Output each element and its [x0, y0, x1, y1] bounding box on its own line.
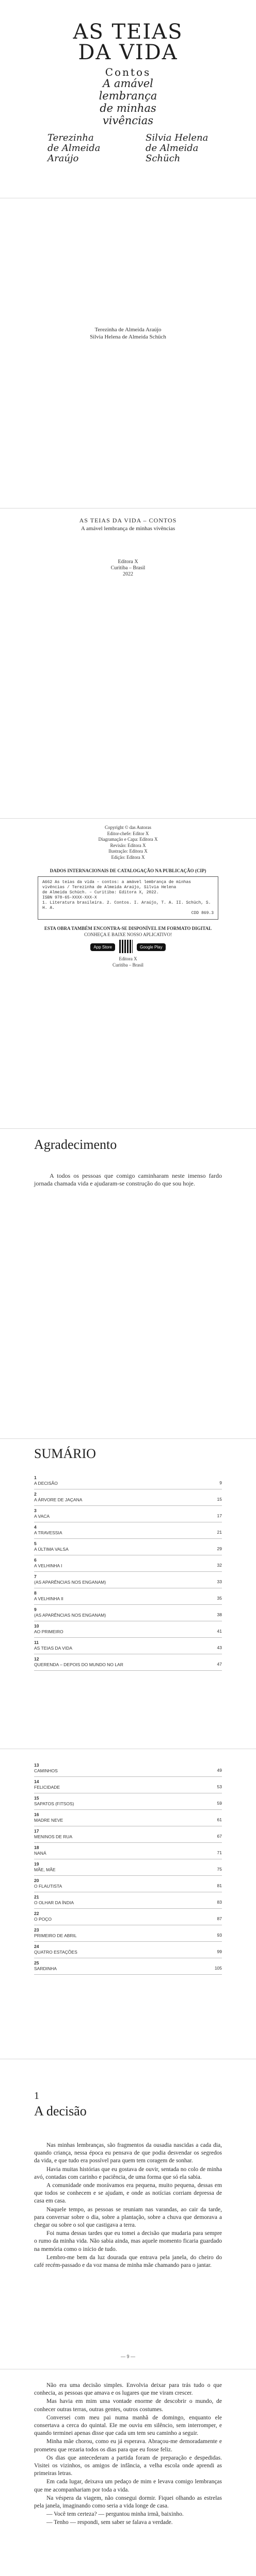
summary-item-number: 11	[34, 1640, 39, 1645]
catalog-line: 1. Literatura brasileira. 2. Contos. I. Araújo, T. A. II. Schüch, S. H. A.	[42, 900, 211, 910]
summary-divider	[34, 1505, 222, 1506]
chapter-paragraph: Lembro-me bem da luz dourada que entrava pela janela, do cheiro do café recém-passado e da voz mansa de minha mãe chamando para o jantar.	[34, 2254, 222, 2269]
cover-subtitle-line: lembrança	[99, 90, 157, 102]
summary-item[interactable]	[34, 1911, 222, 1924]
summary-item-page: 35	[217, 1596, 222, 1601]
summary-item-page: 29	[217, 1546, 222, 1551]
summary-item-page: 71	[217, 1850, 222, 1855]
summary-item[interactable]	[34, 1927, 222, 1941]
store-subtext: CONHEÇA E BAIXE NOSSO APLICATIVO!	[84, 931, 172, 937]
summary-item[interactable]	[34, 1944, 222, 1957]
ack-text: A todos os pessoas que comigo caminharam neste imenso fardo jornada chamada vida e ajudaram-se construção do que sou hoje.	[34, 1172, 222, 1187]
summary-item-title	[34, 1960, 57, 1971]
summary-item-label: O POÇO	[34, 1917, 52, 1922]
cover-subtitle-line: vivências	[102, 114, 154, 127]
summary-item-number: 13	[34, 1762, 39, 1768]
summary-divider	[34, 1974, 222, 1975]
cover-title-line2: DA VIDA	[78, 41, 178, 64]
qr-code-icon	[119, 940, 133, 953]
catalog-line: A662 As teias da vida – contos: a amável lembrança de minhas	[42, 879, 191, 885]
summary-item-label: O OLHAR DA ÍNDIA	[34, 1900, 74, 1905]
summary-item-page: 41	[217, 1629, 222, 1634]
summary-item-number: 21	[34, 1894, 39, 1900]
summary-item-number: 10	[34, 1623, 39, 1629]
summary-item-page: 61	[217, 1817, 222, 1822]
title-page	[0, 509, 256, 818]
credit-line: Editor-chefe: Editor X	[107, 831, 149, 836]
chapter-paragraph: Os dias que antecederam a partida foram de preparação e despedidas. Visitei os vizinhos, os amigos de infância, a velha escola onde aprendi as primeiras letras.	[34, 2454, 222, 2477]
chapter-title: A decisão	[34, 2104, 87, 2119]
credits-list	[0, 825, 256, 860]
summary-divider	[34, 1637, 222, 1638]
page-number-value: 9	[126, 2354, 130, 2359]
chapter-paragraph: Na véspera da viagem, não consegui dormir. Fiquei olhando as estrelas pela janela, imaginando como seria a vida longe de casa.	[34, 2495, 222, 2510]
summary-divider	[34, 1776, 222, 1777]
summary-item[interactable]	[34, 1828, 222, 1842]
summary-item[interactable]	[34, 1762, 222, 1776]
summary-item-title	[34, 1927, 77, 1938]
summary-item-number: 25	[34, 1960, 39, 1965]
author-name: Silvia Helena de Almeida Schüch	[90, 334, 166, 340]
cover-author-line: de Almeida	[146, 143, 199, 154]
summary-item[interactable]	[34, 1541, 222, 1554]
half-title-authors	[0, 326, 256, 341]
cover-title-line3: Contos	[105, 66, 151, 78]
summary-item-title	[34, 1475, 58, 1486]
summary-item-number: 8	[34, 1590, 37, 1596]
summary-item[interactable]	[34, 1524, 222, 1538]
cover-author-line: Silvia Helena	[146, 132, 209, 143]
cover-title-line1: AS TEIAS	[73, 20, 183, 44]
summary-item-page: 17	[217, 1513, 222, 1518]
summary-item-label: A VELHINHA I	[34, 1563, 62, 1568]
summary-item-label: A VELHINHA II	[34, 1596, 63, 1601]
summary-item-page: 43	[217, 1645, 222, 1650]
summary-item[interactable]	[34, 1475, 222, 1488]
summary-item-title	[34, 1894, 74, 1905]
chapter-paragraph: Não era uma decisão simples. Envolvia deixar para trás tudo o que conhecia, as pessoas que amava e os lugares que me viram crescer.	[34, 2382, 222, 2397]
chapter-page-1	[0, 2059, 256, 2368]
summary-item[interactable]	[34, 1656, 222, 1670]
summary-divider	[34, 1604, 222, 1605]
summary-item-page: 81	[217, 1883, 222, 1888]
summary-item-number: 3	[34, 1508, 37, 1513]
summary-item[interactable]	[34, 1557, 222, 1571]
credit-line: Edição: Editora X	[111, 854, 145, 860]
chapter-paragraph: Mas havia em mim uma vontade enorme de descobrir o mundo, de conhecer outras terras, outras gentes, outros costumes.	[34, 2398, 222, 2413]
cover-logo	[0, 22, 256, 78]
chapter-paragraph: Conversei com meu pai numa manhã de domingo, enquanto ele consertava a cerca do quintal. Ele me ouviu em silêncio, sem interromper, e quando terminei apenas disse que cada um tem seu caminho a seguir.	[34, 2414, 222, 2437]
summary-item-label: QUATRO ESTAÇÕES	[34, 1950, 77, 1955]
summary-item[interactable]	[34, 1492, 222, 1505]
summary-item-label: A DECISÃO	[34, 1481, 58, 1486]
summary-item-page: 59	[217, 1801, 222, 1806]
summary-item-number: 18	[34, 1845, 39, 1850]
credits-footer	[0, 956, 256, 968]
summary-item-title	[34, 1779, 60, 1790]
store-text: ESTA OBRA TAMBÉM ENCONTRA-SE DISPONÍVEL EM FORMATO DIGITAL	[44, 926, 212, 931]
summary-item-label: MADRE NEVE	[34, 1818, 63, 1823]
cover-subtitle-line: A amável	[103, 77, 153, 90]
summary-item[interactable]	[34, 1508, 222, 1521]
cover-author-line: Araújo	[47, 153, 79, 164]
summary-item-page: 93	[217, 1933, 222, 1938]
summary-item-title	[34, 1640, 72, 1651]
summary-item-number: 4	[34, 1524, 37, 1530]
catalog-card	[38, 876, 218, 920]
ack-body	[34, 1172, 222, 1188]
chapter-paragraph: A comunidade onde morávamos era pequena, muito pequena, dessas em que todos se conhecem e se ajudam, e onde as notícias corriam depressa de casa em casa.	[34, 2182, 222, 2205]
summary-item-title	[34, 1524, 62, 1535]
summary-item-label: NANÁ	[34, 1851, 46, 1856]
footer-line: Curitiba – Brasil	[113, 962, 143, 968]
summary-item-number: 22	[34, 1911, 39, 1916]
summary-item[interactable]	[34, 1574, 222, 1587]
credit-line: Revisão: Editora X	[110, 842, 146, 848]
summary-item-label: QUERENDA – DEPOIS DO MUNDO NO LAR	[34, 1662, 123, 1667]
catalog-title: DADOS INTERNACIONAIS DE CATALOGAÇÃO NA PUBLICAÇÃO (CIP)	[50, 868, 206, 873]
credit-line: Copyright © das Autoras	[104, 825, 152, 830]
summary-item-label: CAMINHOS	[34, 1768, 58, 1773]
summary-item-title	[34, 1911, 52, 1922]
summary-item[interactable]	[34, 1779, 222, 1792]
chapter-paragraph: Em cada lugar, deixava um pedaço de mim e levava comigo lembranças que me acompanhariam por toda a vida.	[34, 2479, 222, 2493]
summary-item-label: AS TEIAS DA VIDA	[34, 1646, 73, 1651]
summary-item[interactable]	[34, 1878, 222, 1891]
summary-item-title	[34, 1508, 50, 1519]
summary-item-label: FELICIDADE	[34, 1785, 60, 1790]
chapter-number: 1	[34, 2090, 39, 2102]
summary-item-title	[34, 1492, 82, 1502]
book-subtitle: A amável lembrança de minhas vivências	[81, 526, 175, 532]
chapter-text	[34, 2142, 222, 2270]
catalog-line: ISBN 978-65-XXXX-XXX-X	[42, 895, 97, 900]
catalog-line: de Almeida Schüch. – Curitiba: Editora X, 2022.	[42, 890, 159, 895]
catalog-block	[0, 868, 256, 920]
summary-item[interactable]	[34, 1623, 222, 1637]
summary-item-label: A ÚLTIMA VALSA	[34, 1547, 69, 1552]
summary-item-page: 53	[217, 1784, 222, 1789]
summary-item-page: 9	[219, 1480, 222, 1485]
cover-subtitle	[0, 77, 256, 127]
summary-item-number: 19	[34, 1861, 39, 1867]
summary-item-page: 67	[217, 1834, 222, 1839]
title-block	[0, 517, 256, 532]
summary-item-number: 1	[34, 1475, 37, 1480]
summary-item-label: A TRAVESSIA	[34, 1530, 62, 1535]
summary-item-title	[34, 1812, 63, 1823]
catalog-line: CDD 869.3	[191, 910, 214, 916]
catalog-line: vivências / Terezinha de Almeida Araújo, Silvia Helena	[42, 885, 177, 890]
summary-divider	[34, 1571, 222, 1572]
summary-item-label: A ÁRVORE DE JAÇANA	[34, 1497, 83, 1502]
summary-item-title	[34, 1878, 62, 1889]
summary-title: SUMÁRIO	[34, 1446, 96, 1461]
summary-item[interactable]	[34, 1795, 222, 1809]
summary-item[interactable]	[34, 1607, 222, 1620]
summary-item[interactable]	[34, 1861, 222, 1875]
summary-item-label: AO PRIMEIRO	[34, 1629, 63, 1634]
summary-item-page: 49	[217, 1768, 222, 1773]
credit-line: Ilustração: Editora X	[108, 849, 148, 854]
summary-item-page: 21	[217, 1530, 222, 1535]
summary-item-page: 38	[217, 1612, 222, 1617]
page-number: — 9 —	[120, 2354, 136, 2359]
summary-item-title	[34, 1623, 63, 1634]
summary-item-title	[34, 1762, 58, 1773]
summary-divider	[34, 1670, 222, 1671]
chapter-paragraph: Minha mãe chorou, como eu já esperava. Abraçou-me demoradamente e prometeu que rezaria todos os dias para que eu fosse feliz.	[34, 2438, 222, 2453]
summary-divider	[34, 1538, 222, 1539]
summary-divider	[34, 1908, 222, 1909]
cover-author-2	[146, 133, 223, 164]
summary-item-label: PRIMEIRO DE ABRIL	[34, 1933, 77, 1938]
summary-item-page: 75	[217, 1867, 222, 1872]
summary-item-number: 23	[34, 1927, 39, 1933]
summary-item-label: SAPATOS (FITSOS)	[34, 1801, 74, 1806]
summary-item-number: 15	[34, 1795, 39, 1801]
summary-item-number: 20	[34, 1878, 39, 1883]
summary-item[interactable]	[34, 1894, 222, 1908]
summary-item-title	[34, 1607, 106, 1618]
summary-item-label: (AS APARÊNCIAS NOS ENGANAM)	[34, 1580, 106, 1585]
summary-item[interactable]	[34, 1640, 222, 1653]
publisher-city: Curitiba – Brasil	[110, 565, 146, 571]
cover-author-line: de Almeida	[47, 143, 101, 154]
summary-item-number: 2	[34, 1492, 37, 1497]
chapter-page-2	[0, 2369, 256, 2576]
cover-subtitle-line: de minhas	[100, 102, 156, 114]
summary-divider	[34, 1941, 222, 1942]
chapter-text	[34, 2382, 222, 2528]
summary-item-title	[34, 1861, 56, 1872]
chapter-paragraph: Havia muitas histórias que eu gostava de ouvir, sentada no colo de minha avó, contadas com carinho e paciência, de uma forma que só ela sabia.	[34, 2166, 222, 2180]
summary-item-title	[34, 1845, 46, 1856]
summary-item-number: 12	[34, 1656, 39, 1662]
summary-item-label: MÃE, MÃE	[34, 1867, 56, 1872]
chapter-paragraph: Naquele tempo, as pessoas se reuniam nas varandas, ao cair da tarde, para conversar sobre o dia, sobre a plantação, sobre a chuva que demorava a chegar ou sobre o sol que castigava a terra.	[34, 2206, 222, 2229]
cover-author-line: Terezinha	[47, 132, 94, 143]
summary-divider	[34, 1875, 222, 1876]
summary-page	[0, 1439, 256, 1748]
store-block	[0, 926, 256, 968]
summary-item-title	[34, 1574, 106, 1585]
summary-item-page: 83	[217, 1900, 222, 1905]
summary-item-number: 17	[34, 1828, 39, 1834]
cover-author-line: Schüch	[146, 153, 181, 164]
title-page-imprint	[0, 559, 256, 578]
summary-item-title	[34, 1590, 63, 1601]
summary-item-label: SARDINHA	[34, 1966, 57, 1971]
ack-title: Agradecimento	[34, 1137, 117, 1152]
summary-item-page: 33	[217, 1579, 222, 1584]
summary-item[interactable]	[34, 1812, 222, 1825]
credits-page	[0, 819, 256, 1128]
chapter-paragraph: Nas minhas lembranças, são fragmentos da ousadia nascidas a cada dia, quando criança, nessa época eu pensava de que podia desvendar os segredos da vida, e que tudo era possível para quem tem coragem de sonhar.	[34, 2142, 222, 2164]
summary-item-number: 16	[34, 1812, 39, 1817]
summary-item-page: 105	[214, 1965, 222, 1971]
summary-item-label: O FLAUTISTA	[34, 1884, 62, 1889]
summary-item-title	[34, 1944, 77, 1955]
store-badges	[0, 940, 256, 953]
cover-author-1	[47, 133, 125, 164]
summary-item-title	[34, 1541, 69, 1552]
summary-item[interactable]	[34, 1590, 222, 1604]
summary-item-title	[34, 1828, 72, 1839]
summary-page-2	[0, 1749, 256, 2058]
summary-item-page: 87	[217, 1916, 222, 1921]
summary-item[interactable]	[34, 1960, 222, 1974]
footer-line: Editora X	[119, 956, 137, 961]
author-name: Terezinha de Almeida Araújo	[94, 327, 162, 333]
chapter-paragraph: Foi numa dessas tardes que eu tomei a decisão que mudaria para sempre o rumo da minha vida. Não sabia ainda, mas aquele momento ficaria guardado na memória como o início de tudo.	[34, 2230, 222, 2252]
summary-item-number: 7	[34, 1574, 37, 1579]
summary-item-title	[34, 1656, 123, 1667]
summary-item-label: A VACA	[34, 1514, 50, 1519]
publication-year: 2022	[123, 571, 133, 577]
credit-line: Diagramação e Capa: Editora X	[98, 837, 158, 842]
summary-item-number: 14	[34, 1779, 39, 1784]
acknowledgement-page	[0, 1129, 256, 1438]
summary-item-number: 6	[34, 1557, 37, 1563]
google-play-badge[interactable]: Google Play	[137, 943, 166, 951]
summary-item-page: 99	[217, 1949, 222, 1954]
summary-item-label: MENINOS DE RUA	[34, 1834, 73, 1839]
summary-item[interactable]	[34, 1845, 222, 1858]
chapter-paragraph: — Tenho — respondi, sem saber se falava a verdade.	[46, 2519, 173, 2526]
publisher-name: Editora X	[118, 559, 138, 565]
app-store-badge[interactable]: App Store	[90, 943, 115, 951]
chapter-paragraph: — Você tem certeza? — perguntou minha irmã, baixinho.	[46, 2511, 184, 2518]
summary-item-page: 32	[217, 1563, 222, 1568]
book-title: AS TEIAS DA VIDA – CONTOS	[79, 517, 177, 524]
summary-item-label: (AS APARÊNCIAS NOS ENGANAM)	[34, 1613, 106, 1618]
cover-page	[0, 0, 256, 164]
summary-item-title	[34, 1557, 62, 1568]
half-title-page	[0, 198, 256, 507]
summary-divider	[34, 1809, 222, 1810]
summary-item-number: 5	[34, 1541, 37, 1546]
summary-item-number: 24	[34, 1944, 39, 1949]
summary-item-title	[34, 1795, 74, 1806]
summary-item-page: 15	[217, 1497, 222, 1502]
summary-item-page: 47	[217, 1662, 222, 1667]
summary-item-number: 9	[34, 1607, 37, 1612]
summary-divider	[34, 1842, 222, 1843]
